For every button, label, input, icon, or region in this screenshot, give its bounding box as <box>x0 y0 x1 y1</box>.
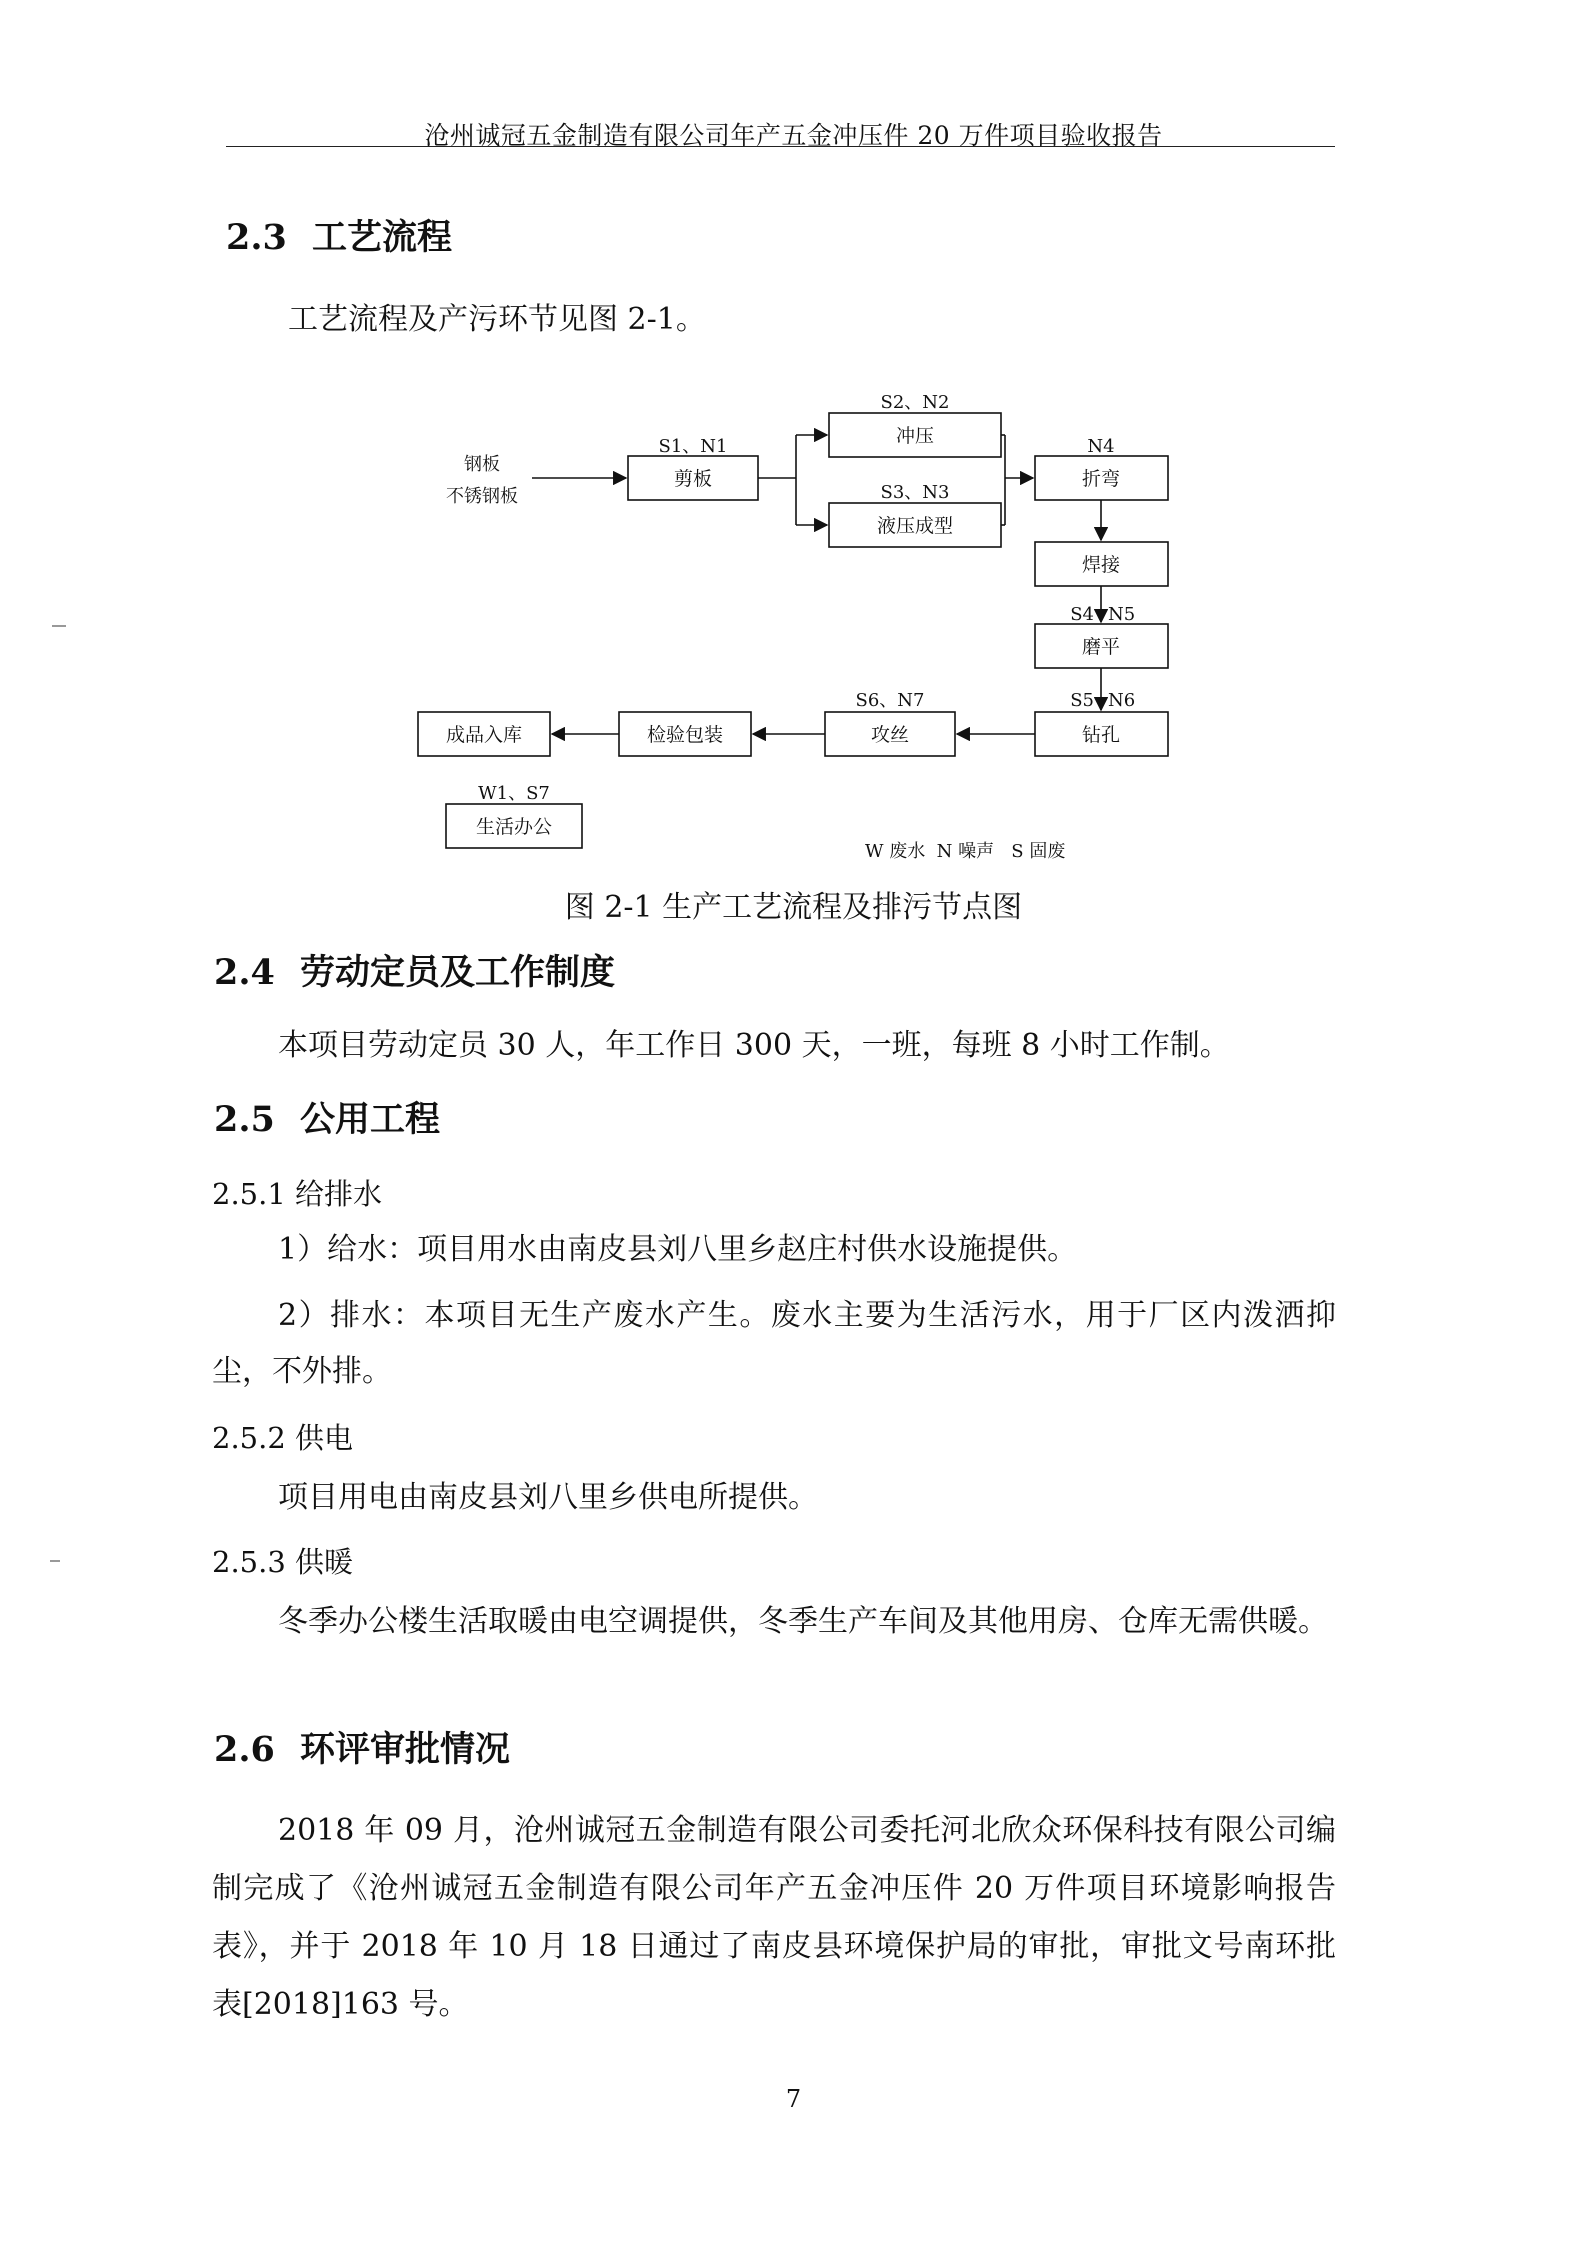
heating-para: 冬季办公楼生活取暖由电空调提供，冬季生产车间及其他用房、仓库无需供暖。 <box>278 1604 1328 1639</box>
section-title: 环评审批情况 <box>300 1729 511 1770</box>
drainage-para: 2）排水：本项目无生产废水产生。废水主要为生活污水，用于厂区内泼洒抑尘，不外排。 <box>212 1298 1336 1389</box>
node-w1-s7: W1、S7 <box>478 783 550 804</box>
section-number: 2.4 <box>214 952 275 993</box>
section-title: 公用工程 <box>300 1099 441 1140</box>
node-n4: N4 <box>1087 436 1115 457</box>
box-chengpin-label: 成品入库 <box>445 724 523 746</box>
water-supply-para: 1）给水：项目用水由南皮县刘八里乡赵庄村供水设施提供。 <box>278 1232 1078 1267</box>
subsection-2-5-3: 2.5.3 供暖 <box>212 1545 354 1579</box>
node-s4: S4 <box>1070 604 1094 625</box>
box-jianyan-label: 检验包装 <box>646 724 724 746</box>
node-s2-n2: S2、N2 <box>880 392 950 413</box>
section-number: 2.6 <box>214 1729 275 1770</box>
node-n5: N5 <box>1108 604 1136 625</box>
scan-speck <box>52 625 66 627</box>
box-chongya-label: 冲压 <box>895 425 935 447</box>
node-s1-n1: S1、N1 <box>658 436 728 457</box>
node-s6-n7: S6、N7 <box>855 690 925 711</box>
box-zhewan-label: 折弯 <box>1081 468 1121 490</box>
eia-approval-para: 2018 年 09 月，沧州诚冠五金制造有限公司委托河北欣众环保科技有限公司编制完成了《沧州诚冠五金制造有限公司年产五金冲压件 20 万件项目环境影响报告表》，并于 2018 年 10 月 18 日通过了南皮县环境保护局的审批，审批文号南环批表[2018]163 号。 <box>212 1813 1336 2022</box>
section-2-4-heading <box>214 945 615 995</box>
process-flow-diagram <box>0 0 1587 880</box>
node-n6: N6 <box>1108 690 1136 711</box>
node-s5: S5 <box>1070 690 1094 711</box>
page-number: 7 <box>785 2085 802 2113</box>
scan-speck <box>50 1560 60 1562</box>
section-title: 工艺流程 <box>312 217 453 258</box>
section-2-6-heading <box>214 1722 510 1772</box>
box-shenghuo-label: 生活办公 <box>475 816 553 838</box>
flow-legend: W 废水 N 噪声 S 固废 <box>865 841 1066 862</box>
section-2-4-para: 本项目劳动定员 30 人，年工作日 300 天，一班，每班 8 小时工作制。 <box>278 1028 1230 1063</box>
input-stainless: 不锈钢板 <box>446 486 518 507</box>
box-hanjie-label: 焊接 <box>1081 554 1121 576</box>
running-header: 沧州诚冠五金制造有限公司年产五金冲压件 20 万件项目验收报告 <box>424 121 1163 150</box>
box-moping-label: 磨平 <box>1081 636 1121 658</box>
input-steel: 钢板 <box>464 454 500 475</box>
section-number: 2.3 <box>226 217 287 258</box>
subsection-2-5-1: 2.5.1 给排水 <box>212 1177 383 1211</box>
section-2-5-heading <box>214 1092 440 1142</box>
subsection-2-5-2: 2.5.2 供电 <box>212 1421 354 1455</box>
box-gongsi-label: 攻丝 <box>870 724 910 746</box>
box-yeya-label: 液压成型 <box>876 515 954 537</box>
box-zuankong-label: 钻孔 <box>1081 724 1121 746</box>
box-jianban-label: 剪板 <box>673 468 713 490</box>
section-2-3-intro: 工艺流程及产污环节见图 2-1。 <box>288 302 706 337</box>
section-number: 2.5 <box>214 1099 275 1140</box>
node-s3-n3: S3、N3 <box>880 482 950 503</box>
section-title: 劳动定员及工作制度 <box>300 952 616 993</box>
figure-caption: 图 2-1 生产工艺流程及排污节点图 <box>564 890 1023 925</box>
power-supply-para: 项目用电由南皮县刘八里乡供电所提供。 <box>278 1480 818 1515</box>
